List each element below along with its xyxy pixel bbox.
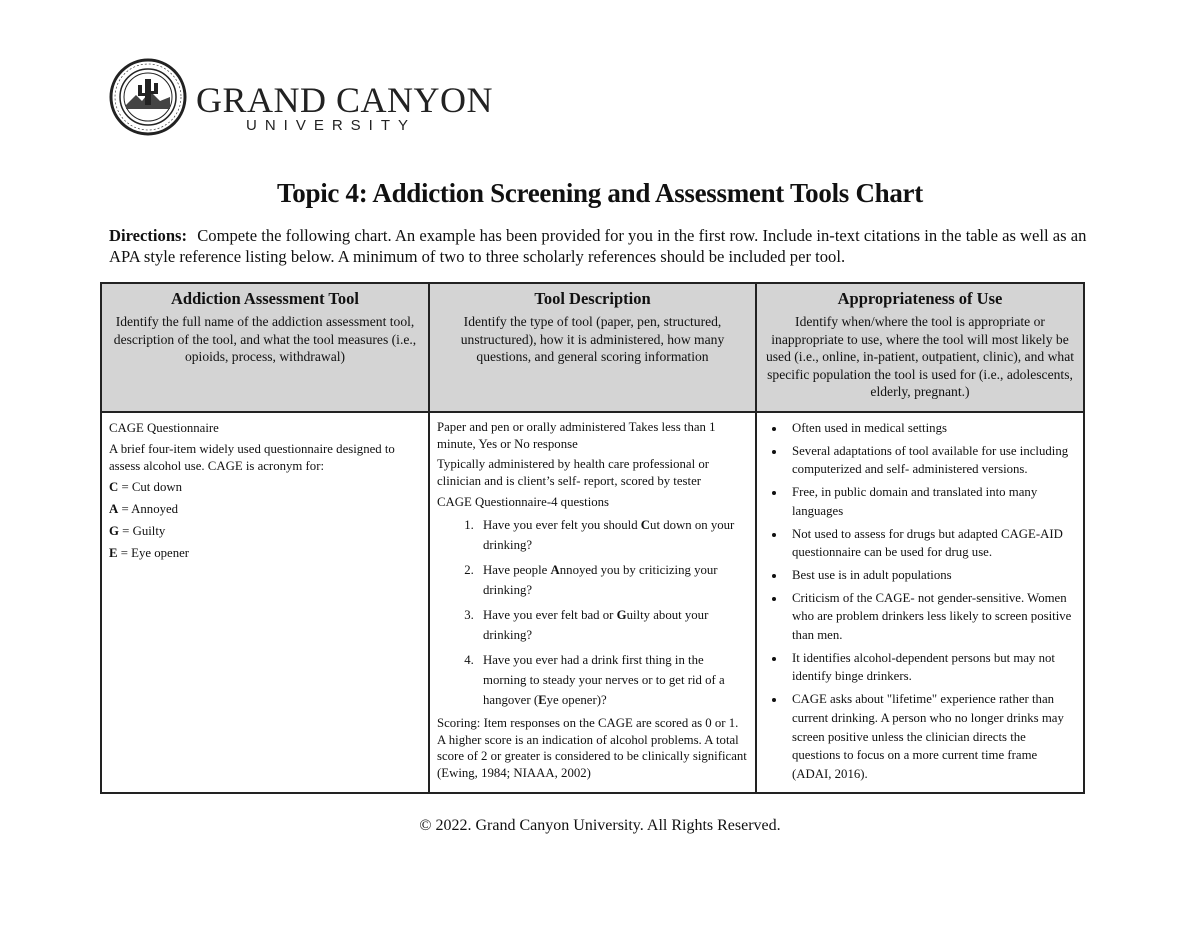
list-item: • Criticism of the CAGE- not gender-sensitive. Women who are problem drinkers less likely to screen positive than men.	[786, 589, 1075, 645]
question-text: ut down on your drinking?	[483, 518, 735, 552]
acronym-meaning: = Cut down	[118, 480, 182, 494]
list-item: • It identifies alcohol-dependent persons but may not identify binge drinkers.	[786, 649, 1075, 686]
table-header-row	[101, 283, 1084, 412]
header-tool	[101, 283, 429, 412]
header-subtitle: Identify the type of tool (paper, pen, structured, unstructured), how it is administered, how many questions, and general scoring information	[460, 314, 725, 364]
list-item: • Best use is in adult populations	[786, 566, 1075, 585]
table-row	[101, 412, 1084, 793]
appropriateness-list	[764, 419, 1075, 784]
question-text: Have people	[483, 563, 551, 577]
question-text: Have you ever felt you should	[483, 518, 641, 532]
header-subtitle: Identify the full name of the addiction assessment tool, description of the tool, and what the tool measures (i.e., opioids, process, withdrawal)	[113, 314, 417, 364]
acronym-meaning: = Eye opener	[117, 546, 190, 560]
list-item: • Not used to assess for drugs but adapted CAGE-AID questionnaire can be used for drug use.	[786, 525, 1075, 562]
header-subtitle: Identify when/where the tool is appropriate or inappropriate to use, where the tool will most likely be used (i.e., online, in-patient, outpatient, clinic), and what specific population the tool is used for (i.e., adolescents, elderly, pregnant.)	[765, 314, 1075, 399]
header-title: Appropriateness of Use	[837, 289, 1003, 308]
tool-name: CAGE Questionnaire	[109, 421, 219, 435]
description-administered-by: Typically administered by health care professional or clinician and is client’s self- report, scored by tester	[437, 457, 710, 488]
header-description	[429, 283, 756, 412]
acronym-meaning: = Guilty	[118, 524, 166, 538]
directions-label: Directions:	[109, 226, 188, 245]
cell-description	[429, 412, 756, 793]
acronym-item	[109, 478, 420, 496]
university-seal-icon	[108, 57, 188, 137]
logo-subtext: UNIVERSITY	[246, 117, 417, 134]
question-key-letter: C	[640, 518, 651, 532]
directions	[109, 225, 1094, 267]
list-item: • Several adaptations of tool available for use including computerized and self- administered versions.	[786, 442, 1075, 479]
question-key-letter: G	[616, 608, 627, 622]
question-key-letter: A	[550, 563, 560, 577]
header-title: Tool Description	[534, 289, 651, 308]
assessment-tools-table	[100, 282, 1085, 794]
university-logo	[108, 57, 494, 137]
acronym-meaning: = Annoyed	[118, 502, 179, 516]
list-item: • Often used in medical settings	[786, 419, 1075, 438]
cell-appropriateness	[756, 412, 1084, 793]
question-text: Have you ever had a drink first thing in the morning to steady your nerves or to get rid of a hangover (	[483, 653, 725, 707]
question-key-letter: E	[538, 693, 547, 707]
question-item	[477, 650, 747, 710]
list-item: • CAGE asks about "lifetime" experience rather than current drinking. A person who no longer drinks may screen positive unless the clinician directs the questions to focus on a more current time frame (ADAI, 2016).	[786, 690, 1075, 784]
tool-description: A brief four-item widely used questionnaire designed to assess alcohol use. CAGE is acronym for:	[109, 442, 395, 473]
acronym-letter: A	[109, 502, 119, 516]
question-list	[437, 515, 747, 710]
acronym-letter: C	[109, 480, 119, 494]
acronym-item	[109, 522, 420, 540]
question-item	[477, 605, 747, 645]
description-administration: Paper and pen or orally administered Takes less than 1 minute, Yes or No response	[437, 420, 716, 451]
question-item	[477, 560, 747, 600]
directions-text: Compete the following chart. An example has been provided for you in the first row. Include in-text citations in the table as well as an APA style reference listing below. A minimum of two to three scholarly references should be included per tool.	[109, 226, 1087, 266]
logo-wordmark: GRAND CANYON	[196, 80, 494, 120]
header-title: Addiction Assessment Tool	[171, 289, 359, 308]
header-appropriateness	[756, 283, 1084, 412]
question-text: nnoyed you by criticizing your drinking?	[483, 563, 718, 597]
list-item: • Free, in public domain and translated into many languages	[786, 483, 1075, 520]
description-scoring: Scoring: Item responses on the CAGE are scored as 0 or 1. A higher score is an indication of alcohol problems. A total score of 2 or greater is considered to be clinically significant (Ewing, 1984; NIAAA, 2002)	[437, 716, 747, 780]
page-title: Topic 4: Addiction Screening and Assessment Tools Chart	[277, 178, 923, 208]
acronym-item	[109, 544, 420, 562]
question-text: Have you ever felt bad or	[483, 608, 617, 622]
question-text: uilty about your drinking?	[483, 608, 709, 642]
question-item	[477, 515, 747, 555]
copyright-footer: © 2022. Grand Canyon University. All Rights Reserved.	[419, 817, 781, 834]
description-question-count: CAGE Questionnaire-4 questions	[437, 495, 610, 509]
question-text: ye opener)?	[546, 693, 607, 707]
acronym-item	[109, 500, 420, 518]
acronym-letter: G	[109, 524, 119, 538]
cell-tool	[101, 412, 429, 793]
acronym-letter: E	[109, 546, 118, 560]
